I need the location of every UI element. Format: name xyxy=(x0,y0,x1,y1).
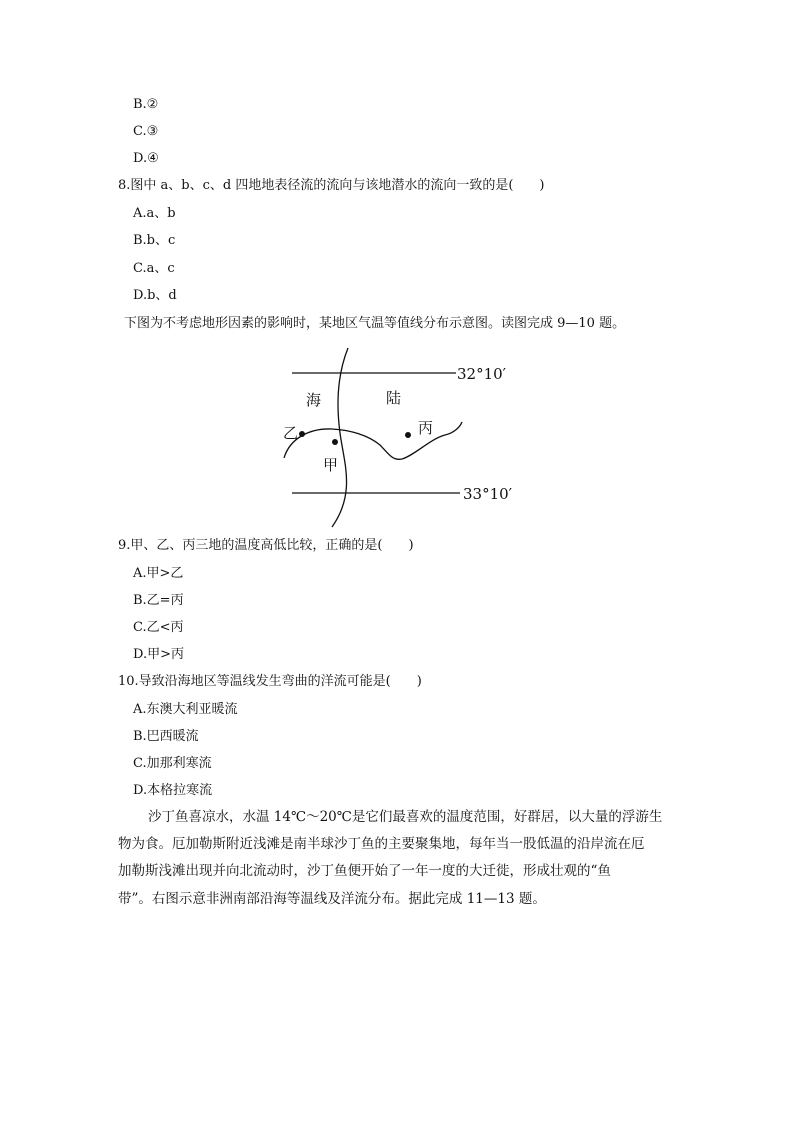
label-bing: 丙 xyxy=(418,419,434,437)
isotherm-curve xyxy=(332,348,348,527)
q10-option-a: A.东澳大利亚暖流 xyxy=(133,702,238,717)
q7-option-d: D.④ xyxy=(133,151,159,166)
q9-option-a: A.甲>乙 xyxy=(133,566,184,581)
passage-line-4: 带”。右图示意非洲南部沿海等温线及洋流分布。据此完成 11—13 题。 xyxy=(118,891,546,907)
lat-label-bottom: 33°10′ xyxy=(463,485,513,503)
point-bing-marker xyxy=(405,432,411,438)
lat-label-top: 32°10′ xyxy=(457,365,507,383)
q10-option-b: B.巴西暖流 xyxy=(133,729,199,744)
coastline xyxy=(284,422,462,459)
q8-option-d: D.b、d xyxy=(133,288,177,303)
q10-stem: 10.导致沿海地区等温线发生弯曲的洋流可能是( ) xyxy=(118,674,422,689)
label-yi: 乙 xyxy=(283,424,299,442)
q7-option-c: C.③ xyxy=(133,124,159,139)
label-jia: 甲 xyxy=(323,456,339,474)
point-jia-marker xyxy=(332,439,338,445)
q10-option-d: D.本格拉寒流 xyxy=(133,783,213,798)
q9-option-c: C.乙<丙 xyxy=(133,620,184,635)
q8-option-a: A.a、b xyxy=(133,206,176,221)
q9-option-d: D.甲>丙 xyxy=(133,647,184,662)
q10-option-c: C.加那利寒流 xyxy=(133,756,212,771)
intro-9-10: 下图为不考虑地形因素的影响时，某地区气温等值线分布示意图。读图完成 9—10 题。 xyxy=(124,316,626,331)
isotherm-figure xyxy=(270,343,530,533)
point-yi-marker xyxy=(299,431,305,437)
q7-option-b: B.② xyxy=(133,97,159,112)
passage-line-3: 加勒斯浅滩出现并向北流动时，沙丁鱼便开始了一年一度的大迁徙，形成壮观的“鱼 xyxy=(118,863,611,879)
passage-line-1: 沙丁鱼喜凉水，水温 14℃～20℃是它们最喜欢的温度范围，好群居，以大量的浮游生 xyxy=(148,809,663,825)
q8-stem: 8.图中 a、b、c、d 四地地表径流的流向与该地潜水的流向一致的是( ) xyxy=(118,178,545,193)
q8-option-b: B.b、c xyxy=(133,233,176,248)
passage-line-2: 物为食。厄加勒斯附近浅滩是南半球沙丁鱼的主要聚集地，每年当一股低温的沿岸流在厄 xyxy=(118,836,645,852)
q9-option-b: B.乙=丙 xyxy=(133,593,184,608)
label-sea: 海 xyxy=(306,391,322,409)
q8-option-c: C.a、c xyxy=(133,261,175,276)
q9-stem: 9.甲、乙、丙三地的温度高低比较，正确的是( ) xyxy=(118,538,414,553)
label-land: 陆 xyxy=(386,389,402,407)
